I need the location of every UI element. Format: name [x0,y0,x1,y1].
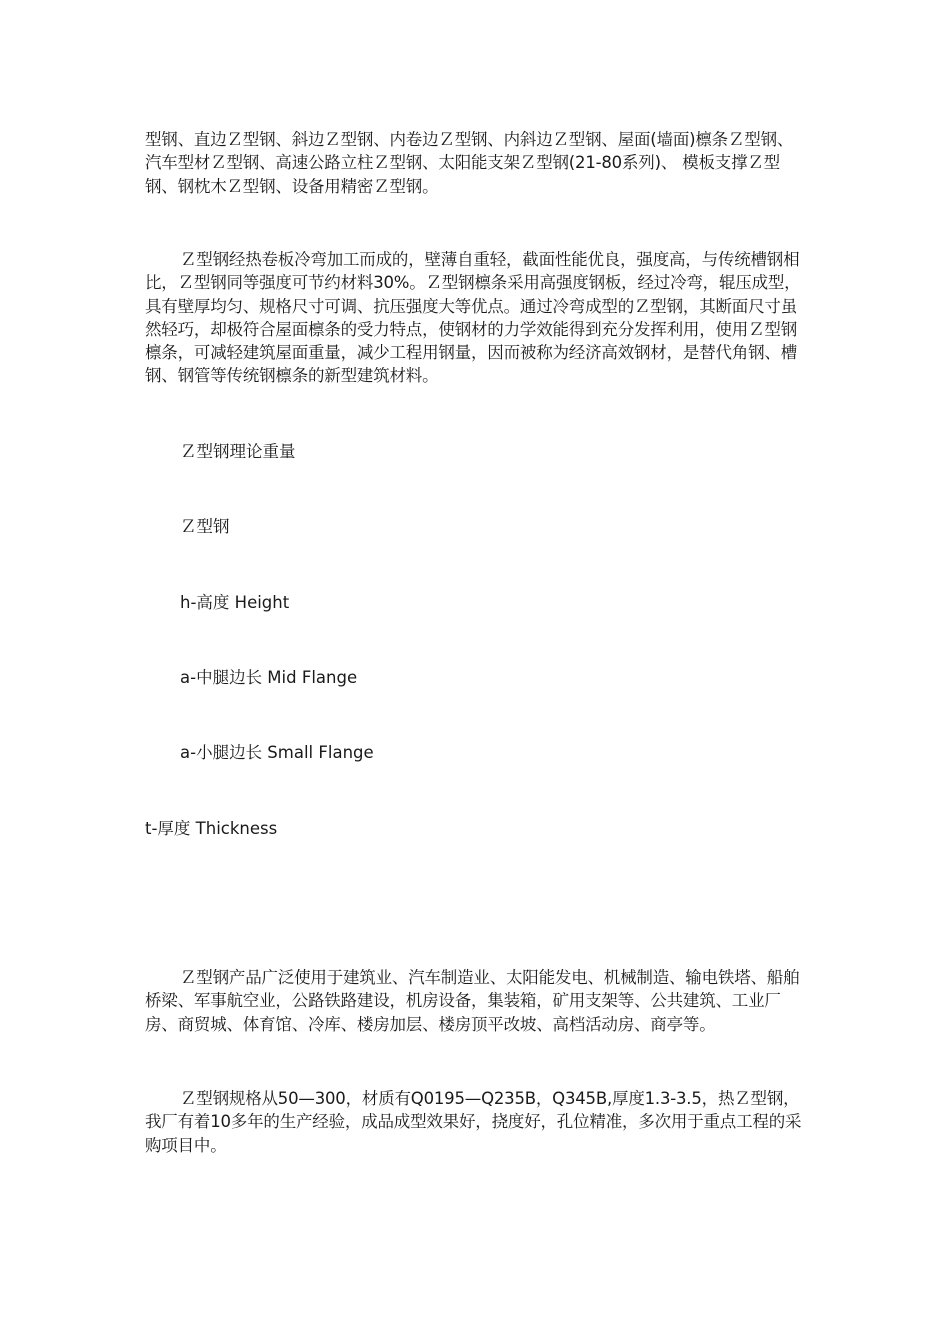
z-steel-label: Ｚ型钢 [180,517,230,536]
thickness-label: t-厚度 Thickness [145,819,278,838]
applications-paragraph: Ｚ型钢产品广泛使用于建筑业、汽车制造业、太阳能发电、机械制造、输电铁塔、船舶桥梁、军事航空业，公路铁路建设，机房设备，集装箱，矿用支架等、公共建筑、工业厂房、商贸城、体育馆、冷库、楼房加层、楼房顶平改坡、高档活动房、商亭等。 [145,968,800,1034]
small-flange-label: a-小腿边长 Small Flange [180,743,374,762]
mid-flange-label: a-中腿边长 Mid Flange [180,668,358,687]
theoretical-weight-heading: Ｚ型钢理论重量 [180,442,296,461]
height-label: h-高度 Height [180,593,290,612]
intro-paragraph: 型钢、直边Ｚ型钢、斜边Ｚ型钢、内卷边Ｚ型钢、内斜边Ｚ型钢、屋面(墙面)檩条Ｚ型钢、汽车型材Ｚ型钢、高速公路立柱Ｚ型钢、太阳能支架Ｚ型钢(21-80系列)、 模板支撑Ｚ型钢、钢枕木Ｚ型钢、设备用精密Ｚ型钢。 [145,130,794,196]
description-paragraph: Ｚ型钢经热卷板冷弯加工而成的，壁薄自重轻，截面性能优良，强度高，与传统槽钢相比，Ｚ型钢同等强度可节约材料30%。Ｚ型钢檩条采用高强度钢板，经过冷弯，辊压成型，具有壁厚均匀、规格尺寸可调、抗压强度大等优点。通过冷弯成型的Ｚ型钢，其断面尺寸虽然轻巧，却极符合屋面檩条的受力特点，使钢材的力学效能得到充分发挥利用，使用Ｚ型钢檩条，可减轻建筑屋面重量，减少工程用钢量，因而被称为经济高效钢材，是替代角钢、槽钢、钢管等传统钢檩条的新型建筑材料。 [145,250,801,386]
specs-paragraph: Ｚ型钢规格从50—300，材质有Q0195—Q235B，Q345B,厚度1.3-3.5，热Ｚ型钢，我厂有着10多年的生产经验，成品成型效果好，挠度好，孔位精准，多次用于重点工程的采购项目中。 [145,1089,802,1155]
